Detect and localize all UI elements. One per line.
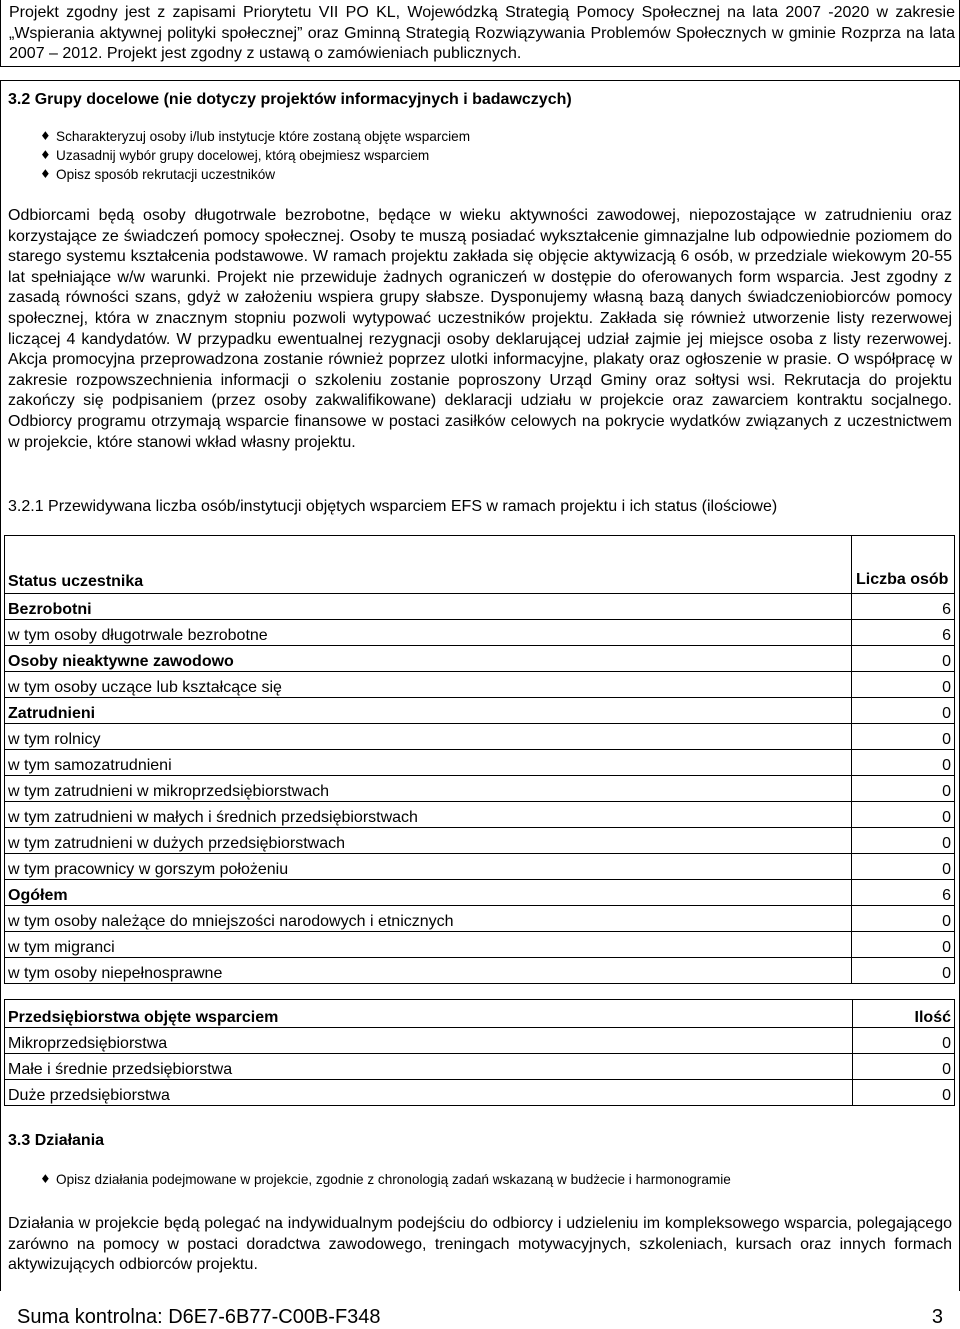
instruction-bullet: ♦ Opisz działania podejmowane w projekcie, zgodnie z chronologią zadań wskazaną w budżecie i harmonogramie bbox=[56, 1170, 731, 1189]
table-row bbox=[5, 880, 955, 906]
table-row bbox=[5, 646, 955, 672]
row-label: Duże przedsiębiorstwa bbox=[5, 1080, 853, 1106]
row-label: w tym zatrudnieni w małych i średnich przedsiębiorstwach bbox=[5, 802, 852, 828]
instruction-bullet: ♦ Scharakteryzuj osoby i/lub instytucje które zostaną objęte wsparciem bbox=[56, 127, 470, 146]
row-label: Zatrudnieni bbox=[5, 698, 852, 724]
table-row bbox=[5, 802, 955, 828]
table-row bbox=[5, 1080, 955, 1106]
table-row bbox=[5, 1054, 955, 1080]
subsection-3-2-1-heading: 3.2.1 Przewidywana liczba osób/instytucji objętych wsparciem EFS w ramach projektu i ich status (ilościowe) bbox=[8, 498, 778, 515]
row-label: w tym rolnicy bbox=[5, 724, 852, 750]
column-header-count: Liczba osób bbox=[852, 536, 955, 594]
table-header-row bbox=[5, 1000, 955, 1028]
row-label: w tym pracownicy w gorszym położeniu bbox=[5, 854, 852, 880]
row-label: w tym osoby uczące lub kształcące się bbox=[5, 672, 852, 698]
row-value: 0 bbox=[852, 724, 955, 750]
table-row bbox=[5, 750, 955, 776]
row-value: 0 bbox=[852, 854, 955, 880]
participants-table bbox=[4, 535, 955, 984]
section-3-2-heading: 3.2 Grupy docelowe (nie dotyczy projektów informacyjnych i badawczych) bbox=[8, 91, 572, 108]
row-value: 0 bbox=[853, 1054, 955, 1080]
row-label: Ogółem bbox=[5, 880, 852, 906]
row-value: 0 bbox=[853, 1028, 955, 1054]
table-row bbox=[5, 828, 955, 854]
row-value: 0 bbox=[852, 776, 955, 802]
checksum-label: Suma kontrolna: D6E7-6B77-C00B-F348 bbox=[17, 1306, 381, 1328]
row-value: 0 bbox=[852, 932, 955, 958]
row-label: w tym osoby długotrwale bezrobotne bbox=[5, 620, 852, 646]
row-value: 0 bbox=[852, 698, 955, 724]
row-label: w tym samozatrudnieni bbox=[5, 750, 852, 776]
row-label: Osoby nieaktywne zawodowo bbox=[5, 646, 852, 672]
enterprises-table bbox=[4, 999, 955, 1106]
row-label: w tym zatrudnieni w dużych przedsiębiorstwach bbox=[5, 828, 852, 854]
table-row bbox=[5, 620, 955, 646]
row-value: 0 bbox=[852, 750, 955, 776]
table-row bbox=[5, 906, 955, 932]
row-label: Małe i średnie przedsiębiorstwa bbox=[5, 1054, 853, 1080]
intro-box bbox=[0, 0, 960, 67]
table-row bbox=[5, 776, 955, 802]
row-value: 0 bbox=[853, 1080, 955, 1106]
column-header-quantity: Ilość bbox=[853, 1000, 955, 1028]
row-value: 0 bbox=[852, 828, 955, 854]
intro-text: Projekt zgodny jest z zapisami Priorytetu VII PO KL, Wojewódzką Strategią Pomocy Społecznej na lata 2007 -2020 w zakresie „Wspierania aktywnej polityki społecznej” oraz Gminną Strategią Rozwiązywania Problemów Społecznych w gminie Rozprza na lata 2007 – 2012. Projekt jest zgodny z ustawą o zamówieniach publicznych. bbox=[9, 4, 955, 62]
row-label: w tym migranci bbox=[5, 932, 852, 958]
section-3-3-instructions bbox=[56, 1170, 731, 1189]
column-header-enterprises: Przedsiębiorstwa objęte wsparciem bbox=[5, 1000, 853, 1028]
table-row bbox=[5, 724, 955, 750]
row-value: 0 bbox=[852, 958, 955, 984]
row-label: Mikroprzedsiębiorstwa bbox=[5, 1028, 853, 1054]
page-number: 3 bbox=[931, 1306, 943, 1328]
row-value: 0 bbox=[852, 672, 955, 698]
row-value: 6 bbox=[852, 880, 955, 906]
column-header-status: Status uczestnika bbox=[5, 536, 852, 594]
section-3-3-heading: 3.3 Działania bbox=[8, 1132, 105, 1149]
table-row bbox=[5, 958, 955, 984]
table-row bbox=[5, 594, 955, 620]
row-value: 0 bbox=[852, 906, 955, 932]
page-footer bbox=[17, 1306, 943, 1329]
row-value: 0 bbox=[852, 802, 955, 828]
row-value: 6 bbox=[852, 620, 955, 646]
section-3-3-body: Działania w projekcie będą polegać na indywidualnym podejściu do odbiorcy i udzieleniu im kompleksowego wsparcia, polegającego zarówno na pomocy w postaci doradctwa zawodowego, treningach motywacyjnych, szkoleniach, kursach oraz innych formach aktywizujących odbiorców projektu. bbox=[8, 1215, 952, 1274]
instruction-bullet: ♦ Uzasadnij wybór grupy docelowej, którą obejmiesz wsparciem bbox=[56, 146, 470, 165]
table-row bbox=[5, 698, 955, 724]
row-label: w tym osoby należące do mniejszości narodowych i etnicznych bbox=[5, 906, 852, 932]
table-row bbox=[5, 1028, 955, 1054]
row-value: 6 bbox=[852, 594, 955, 620]
row-label: w tym osoby niepełnosprawne bbox=[5, 958, 852, 984]
section-3-2-instructions bbox=[56, 127, 470, 184]
table-row bbox=[5, 672, 955, 698]
row-value: 0 bbox=[852, 646, 955, 672]
table-row bbox=[5, 932, 955, 958]
section-3-2-body: Odbiorcami będą osoby długotrwale bezrobotne, będące w wieku aktywności zawodowej, niepozostające w zatrudnieniu oraz korzystające ze świadczeń pomocy społecznej. Osoby te muszą posiadać wykształcenie gimnazjalne lub odpowiednie poziomem do starego systemu kształcenia podstawowe. W ramach projektu zakłada się objęcie aktywizacją 6 osób, w przedziale wiekowym 20-55 lat spełniające w/w warunki. Projekt nie przewiduje żadnych ograniczeń w dostępie do oferowanych form wsparcia. Jest zgodny z zasadą równości szans, gdyż w założeniu wspiera grupy słabsze. Dysponujemy własną bazą danych świadczeniobiorców pomocy społecznej, która w znacznym stopniu pozwoli wytypować uczestników projektu. Zakłada się również utworzenie listy rezerwowej liczącej 4 kandydatów. W przypadku ewentualnej rezygnacji osoby deklarującej udział zajmie jej miejsce osoba z listy rezerwowej. Akcja promocyjna przeprowadzona zostanie również poprzez ulotki informacyjne, plakaty oraz ogłoszenie w prasie. O współpracę w zakresie rozpowszechnienia informacji o szkoleniu zostanie poproszony Urząd Gminy oraz sołtysi wsi. Rekrutacja do projektu zakończy się podpisaniem (przez osoby zakwalifikowane) deklaracji udziału w projekcie oraz zawarciem kontraktu socjalnego. Odbiorcy programu otrzymają wsparcie finansowe w postaci zasiłków celowych na pokrycie wydatków związanych z uczestnictwem w projekcie, które stanowi wkład własny projektu. bbox=[8, 207, 952, 451]
instruction-bullet: ♦ Opisz sposób rekrutacji uczestników bbox=[56, 165, 470, 184]
table-header-row bbox=[5, 536, 955, 594]
row-label: w tym zatrudnieni w mikroprzedsiębiorstwach bbox=[5, 776, 852, 802]
table-row bbox=[5, 854, 955, 880]
row-label: Bezrobotni bbox=[5, 594, 852, 620]
